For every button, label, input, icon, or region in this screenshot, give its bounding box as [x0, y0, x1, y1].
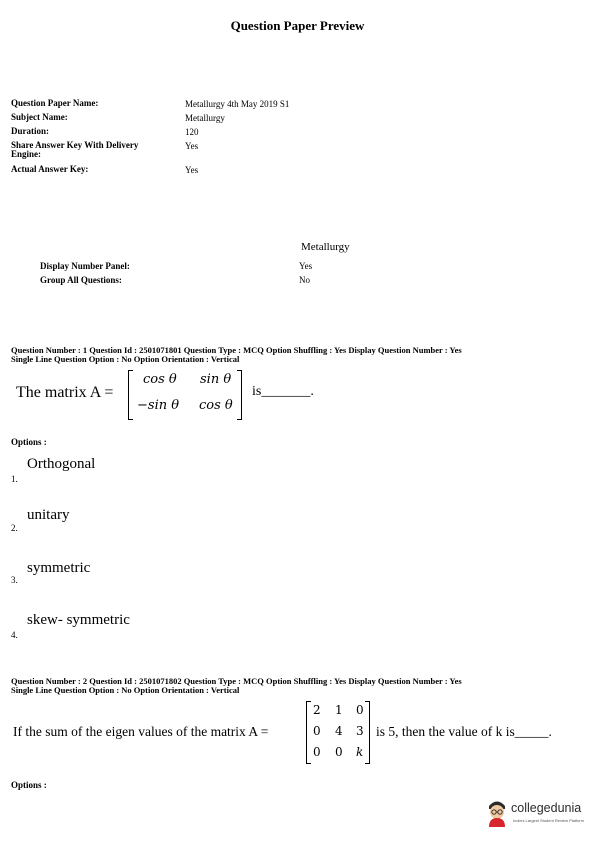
actual-key-label: Actual Answer Key:: [11, 164, 89, 174]
q2-header-line2: Single Line Question Option : No Option Orientation : Vertical: [11, 685, 240, 695]
q2-m11: 2: [313, 703, 321, 717]
q1-option-1-number: 1.: [11, 474, 18, 484]
q1-option-2-number: 2.: [11, 523, 18, 533]
q1-options-label: Options :: [11, 437, 47, 447]
group-questions-label: Group All Questions:: [40, 275, 122, 285]
q1-m11: cos θ: [143, 372, 177, 387]
q1-option-2-text[interactable]: unitary: [27, 507, 70, 523]
section-name: Metallurgy: [301, 241, 350, 253]
page-title: Question Paper Preview: [230, 18, 365, 33]
q1-option-4-text[interactable]: skew- symmetric: [27, 612, 130, 628]
q1-m22: cos θ: [199, 398, 233, 413]
q2-m23: 3: [356, 724, 364, 738]
display-panel-label: Display Number Panel:: [40, 261, 130, 271]
q2-m33: k: [356, 745, 364, 759]
q2-options-label: Options :: [11, 780, 47, 790]
collegedunia-logo: [485, 795, 590, 835]
q2-m12: 1: [335, 703, 343, 717]
mascot-icon: [485, 797, 509, 827]
paper-name-label: Question Paper Name:: [11, 98, 99, 108]
q1-option-3-number: 3.: [11, 575, 18, 585]
logo-brand: collegedunia: [511, 801, 582, 815]
q2-m21: 0: [313, 724, 321, 738]
group-questions-value: No: [299, 275, 310, 285]
q1-option-1-text[interactable]: Orthogonal: [27, 456, 96, 472]
q1-m21: −sin θ: [137, 398, 180, 413]
q1-header-line1: Question Number : 1 Question Id : 2501071801 Question Type : MCQ Option Shuffling : Yes Display Question Number : Yes: [11, 345, 462, 355]
subject-value: Metallurgy: [185, 113, 225, 123]
duration-value: 120: [185, 127, 199, 137]
display-panel-value: Yes: [299, 261, 313, 271]
logo-tagline: India's Largest Student Review Platform: [513, 818, 585, 823]
q1-header-line2: Single Line Question Option : No Option Orientation : Vertical: [11, 354, 240, 364]
subject-label: Subject Name:: [11, 112, 68, 122]
share-key-label: Share Answer Key With Delivery Engine:: [11, 140, 139, 159]
paper-name-value: Metallurgy 4th May 2019 S1: [185, 99, 290, 109]
q1-header: [11, 346, 586, 364]
q2-m31: 0: [313, 745, 321, 759]
actual-key-value: Yes: [185, 165, 199, 175]
q2-prefix: If the sum of the eigen values of the matrix A =: [13, 724, 269, 739]
q2-suffix: is 5, then the value of k is_____.: [376, 724, 552, 739]
q2-header-line1: Question Number : 2 Question Id : 2501071802 Question Type : MCQ Option Shuffling : Yes Display Question Number : Yes: [11, 676, 462, 686]
q2-m32: 0: [335, 745, 343, 759]
q1-matrix-left-bracket: [128, 370, 133, 420]
share-key-value: Yes: [185, 141, 199, 151]
q1-m12: sin θ: [200, 372, 232, 387]
q1-matrix-right-bracket: [237, 370, 242, 420]
q1-prefix: The matrix A =: [16, 384, 114, 401]
q2-m22: 4: [335, 724, 343, 738]
q1-option-4-number: 4.: [11, 630, 18, 640]
q2-matrix-left-bracket: [306, 701, 311, 764]
q1-suffix: is_______.: [252, 384, 314, 399]
q2-matrix-right-bracket: [365, 701, 370, 764]
duration-label: Duration:: [11, 126, 49, 136]
q1-option-3-text[interactable]: symmetric: [27, 560, 91, 576]
q2-m13: 0: [356, 703, 364, 717]
q2-header: [11, 677, 586, 695]
